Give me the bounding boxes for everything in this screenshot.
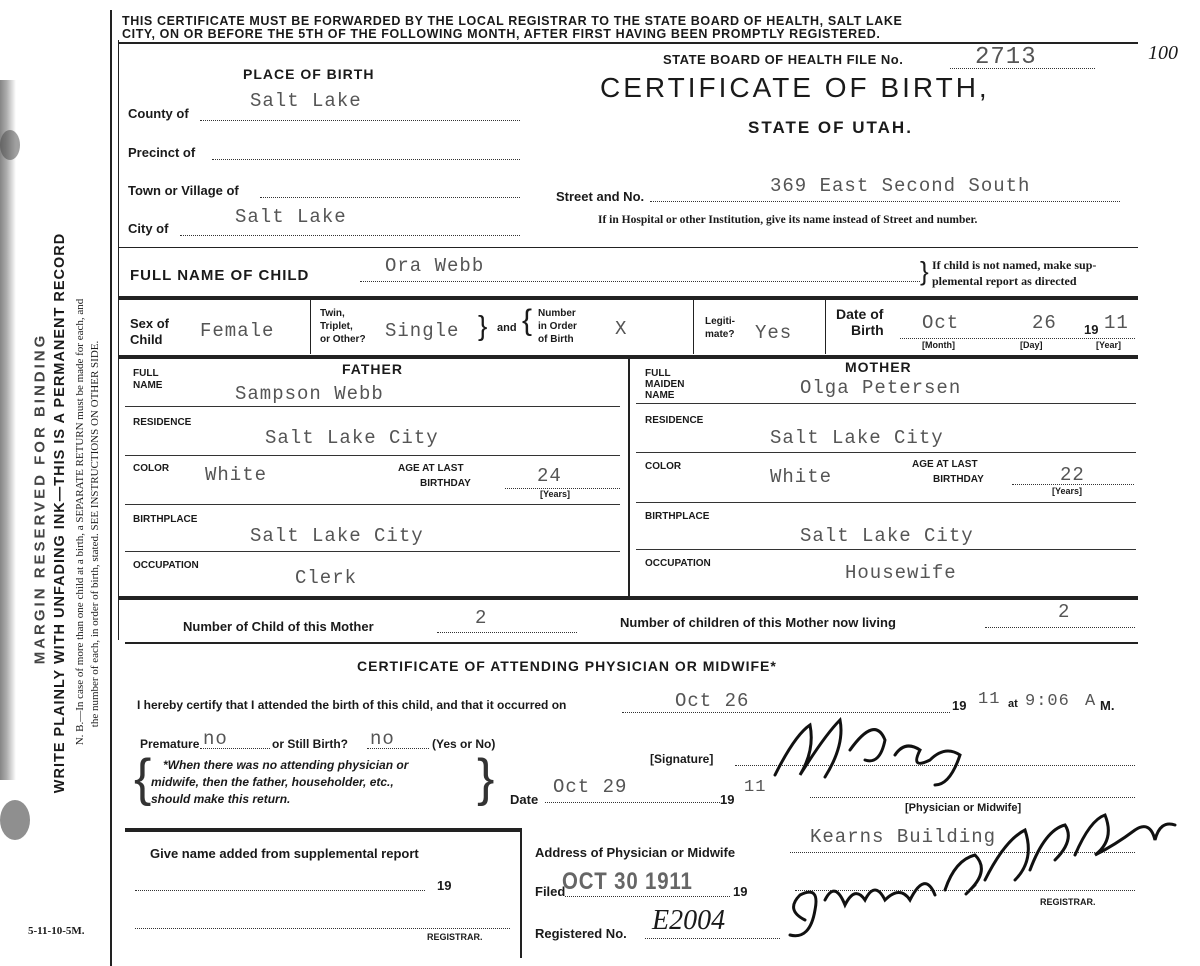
hospital-note: If in Hospital or other Institution, give its name instead of Street and number. (598, 214, 978, 226)
street-line (650, 201, 1120, 202)
child-name-label: FULL NAME OF CHILD (130, 267, 310, 284)
left-frame-line (110, 10, 112, 966)
county-field[interactable]: Salt Lake (250, 90, 362, 112)
city-line (180, 235, 520, 236)
twin-label-3: or Other? (320, 334, 366, 345)
twin-label-2: Triplet, (320, 321, 353, 332)
dob-line (900, 338, 1135, 339)
address-label: Address of Physician or Midwife (535, 845, 736, 860)
father-age-label-2: BIRTHDAY (420, 478, 471, 489)
legit-field[interactable]: Yes (755, 322, 793, 344)
father-residence-line (125, 455, 620, 456)
father-name-field[interactable]: Sampson Webb (235, 383, 384, 405)
supplemental-name-line (135, 890, 425, 891)
name-brace: } (920, 256, 929, 286)
signed-date-field[interactable]: Oct 29 (553, 776, 628, 798)
signed-year-field[interactable]: 11 (744, 778, 767, 797)
mother-residence-field[interactable]: Salt Lake City (770, 427, 944, 449)
child-rule-top (118, 296, 1138, 300)
sex-label-1: Sex of (130, 316, 170, 331)
street-label: Street and No. (556, 189, 645, 204)
mother-name-field[interactable]: Olga Petersen (800, 377, 962, 399)
stillbirth-line (367, 748, 429, 749)
supplemental-year: 19 (437, 878, 452, 893)
father-name-label-1: FULL (133, 368, 159, 379)
child-number-line (437, 632, 577, 633)
filed-stamp: OCT 30 1911 (562, 868, 693, 895)
certificate-subtitle: STATE OF UTAH. (748, 118, 913, 137)
note-line-1: *When there was no attending physician or (163, 758, 409, 772)
supplemental-registrar-label: REGISTRAR. (427, 932, 483, 942)
order-label-2: in Order (538, 321, 577, 332)
living-line (985, 627, 1135, 628)
note-line-2: midwife, then the father, householder, etc., (151, 775, 394, 789)
signature-label: [Signature] (650, 752, 714, 766)
father-color-field[interactable]: White (205, 464, 268, 486)
mother-age-label-2: BIRTHDAY (933, 474, 984, 485)
mother-residence-line (636, 452, 1136, 453)
order-field[interactable]: X (615, 318, 628, 340)
precinct-line (212, 159, 520, 160)
binding-edge (0, 80, 16, 780)
mother-heading: MOTHER (845, 359, 912, 375)
ampm-field[interactable]: A (1085, 692, 1097, 711)
name-note-1: If child is not named, make sup- (932, 258, 1097, 272)
dob-month-field[interactable]: Oct (922, 312, 960, 334)
twin-label-1: Twin, (320, 308, 345, 319)
father-birthplace-label: BIRTHPLACE (133, 514, 198, 525)
header-notice-line-2: CITY, ON OR BEFORE THE 5TH OF THE FOLLOWING MONTH, AFTER FIRST HAVING BEEN PROMPTLY REGISTERED. (122, 27, 881, 41)
mother-occupation-label: OCCUPATION (645, 558, 711, 569)
punch-hole (0, 130, 20, 160)
living-label: Number of children of this Mother now living (620, 615, 896, 630)
father-birthplace-line (125, 551, 620, 552)
filed-line (565, 896, 730, 897)
inner-frame-line (118, 40, 119, 640)
mother-color-label: COLOR (645, 461, 682, 472)
child-name-field[interactable]: Ora Webb (385, 255, 485, 277)
punch-hole (0, 800, 30, 840)
and-label: and (497, 322, 517, 334)
registrar-label: REGISTRAR. (1040, 897, 1096, 907)
signed-date-line (545, 802, 720, 803)
county-label: County of (128, 106, 189, 121)
father-name-line (125, 406, 620, 407)
legit-divider (825, 300, 826, 354)
yesno-label: (Yes or No) (432, 737, 496, 751)
living-field[interactable]: 2 (1058, 601, 1071, 623)
sex-field[interactable]: Female (200, 320, 275, 342)
father-occupation-label: OCCUPATION (133, 560, 199, 571)
premature-label: Premature (140, 737, 200, 751)
year-caption: [Year] (1096, 340, 1122, 350)
physician-heading: CERTIFICATE OF ATTENDING PHYSICIAN OR MIDWIFE* (357, 658, 777, 674)
physician-sign-line (810, 797, 1135, 798)
physician-date-field[interactable]: Oct 26 (675, 690, 750, 712)
town-label: Town or Village of (128, 183, 239, 198)
stillbirth-field[interactable]: no (370, 728, 395, 750)
supplemental-box-top (125, 828, 520, 832)
file-no-label: STATE BOARD OF HEALTH FILE No. (663, 52, 904, 67)
margin-note-line-1: N. B.—In case of more than one child at a birth, a SEPARATE RETURN must be made for each, and (74, 298, 86, 746)
day-caption: [Day] (1020, 340, 1043, 350)
father-age-field[interactable]: 24 (537, 465, 562, 487)
supplemental-box-right (520, 828, 522, 958)
margin-note-line-2: the number of each, in order of birth, stated. SEE INSTRUCTIONS ON OTHER SIDE. (89, 340, 101, 728)
father-years-caption: [Years] (540, 489, 571, 499)
child-name-line (360, 281, 920, 282)
registrar-signature (775, 800, 1195, 950)
mother-age-line (1012, 484, 1134, 485)
dob-label-2: Birth (851, 322, 884, 338)
physician-time-field[interactable]: 9:06 (1025, 692, 1070, 711)
signed-date-label: Date (510, 792, 539, 807)
physician-year-field[interactable]: 11 (978, 690, 1001, 709)
registered-no-line (645, 938, 780, 939)
mother-years-caption: [Years] (1052, 486, 1083, 496)
mother-birthplace-line (636, 549, 1136, 550)
mother-age-field[interactable]: 22 (1060, 464, 1085, 486)
m-label: M. (1100, 698, 1115, 713)
father-residence-label: RESIDENCE (133, 417, 192, 428)
note-brace-left: { (134, 749, 152, 807)
father-occupation-field[interactable]: Clerk (295, 567, 358, 589)
order-divider (693, 300, 694, 354)
filed-year-prefix: 19 (733, 884, 748, 899)
dob-year-field[interactable]: 11 (1104, 312, 1129, 334)
county-line (200, 120, 520, 121)
mother-residence-label: RESIDENCE (645, 415, 704, 426)
dob-year-prefix: 19 (1084, 322, 1099, 337)
father-birthplace-field[interactable]: Salt Lake City (250, 525, 424, 547)
twin-brace: } (478, 310, 488, 341)
place-of-birth-heading: PLACE OF BIRTH (243, 66, 375, 82)
margin-permanent-record-text: WRITE PLAINLY WITH UNFADING INK—THIS IS A PERMANENT RECORD (52, 232, 68, 794)
order-label-3: of Birth (538, 334, 574, 345)
father-residence-field[interactable]: Salt Lake City (265, 427, 439, 449)
mother-birthplace-field[interactable]: Salt Lake City (800, 525, 974, 547)
order-brace: { (522, 304, 533, 337)
place-rule (118, 247, 1138, 248)
physician-signature (755, 705, 985, 790)
parents-divider (628, 358, 630, 598)
mother-name-label-1: FULL (645, 368, 671, 379)
name-note-2: plemental report as directed (932, 274, 1077, 288)
supplemental-label: Give name added from supplemental report (150, 846, 419, 861)
supplemental-registrar-line (135, 928, 510, 929)
twin-field[interactable]: Single (385, 320, 460, 342)
physician-year-prefix: 19 (952, 698, 967, 713)
father-name-label-2: NAME (133, 380, 163, 391)
legit-label-1: Legiti- (705, 316, 735, 327)
city-field[interactable]: Salt Lake (235, 206, 347, 228)
street-field[interactable]: 369 East Second South (770, 175, 1031, 197)
order-label-1: Number (538, 308, 576, 319)
mother-name-line (636, 403, 1136, 404)
at-label: at (1008, 698, 1018, 710)
note-brace-right: } (477, 749, 495, 807)
father-color-label: COLOR (133, 463, 170, 474)
header-notice-line-1: THIS CERTIFICATE MUST BE FORWARDED BY THE LOCAL REGISTRAR TO THE STATE BOARD OF HEALTH, SALT LAKE (122, 14, 903, 28)
father-color-line (125, 504, 620, 505)
premature-field[interactable]: no (203, 728, 228, 750)
mother-color-line (636, 502, 1136, 503)
month-caption: [Month] (922, 340, 955, 350)
mother-color-field[interactable]: White (770, 466, 833, 488)
sex-label-2: Child (130, 332, 163, 347)
parents-rule-bottom (118, 596, 1138, 600)
sex-divider (310, 300, 311, 354)
mother-age-label-1: AGE AT LAST (912, 459, 978, 470)
dob-day-field[interactable]: 26 (1032, 312, 1057, 334)
registered-no-label: Registered No. (535, 926, 627, 941)
legit-label-2: mate? (705, 329, 735, 340)
city-label: City of (128, 221, 169, 236)
certificate-title: CERTIFICATE OF BIRTH, (600, 72, 990, 103)
file-no-line (950, 68, 1095, 69)
note-line-3: should make this return. (151, 792, 291, 806)
signature-caption: [Physician or Midwife] (905, 802, 1022, 814)
mother-name-label-2: MAIDEN (645, 379, 685, 390)
precinct-label: Precinct of (128, 145, 196, 160)
stillbirth-label: or Still Birth? (272, 737, 348, 751)
margin-note: 100 (1148, 42, 1178, 64)
mother-birthplace-label: BIRTHPLACE (645, 511, 710, 522)
town-line (260, 197, 520, 198)
certify-text: I hereby certify that I attended the birth of this child, and that it occurred on (137, 698, 567, 712)
premature-line (200, 748, 270, 749)
mother-name-label-3: NAME (645, 390, 675, 401)
counts-rule (125, 642, 1138, 644)
child-number-field[interactable]: 2 (475, 607, 488, 629)
filed-label: Filed (535, 884, 566, 899)
child-number-label: Number of Child of this Mother (183, 619, 374, 634)
signed-year-prefix: 19 (720, 792, 735, 807)
mother-occupation-field[interactable]: Housewife (845, 562, 957, 584)
dob-label-1: Date of (836, 306, 884, 322)
father-age-label-1: AGE AT LAST (398, 463, 464, 474)
address-field[interactable]: Kearns Building (810, 826, 997, 848)
father-heading: FATHER (342, 361, 403, 377)
file-no-value: 2713 (975, 44, 1037, 71)
form-code: 5-11-10-5M. (28, 925, 85, 937)
registered-no-field[interactable]: E2004 (652, 905, 726, 936)
margin-binding-text: MARGIN RESERVED FOR BINDING (31, 332, 49, 665)
